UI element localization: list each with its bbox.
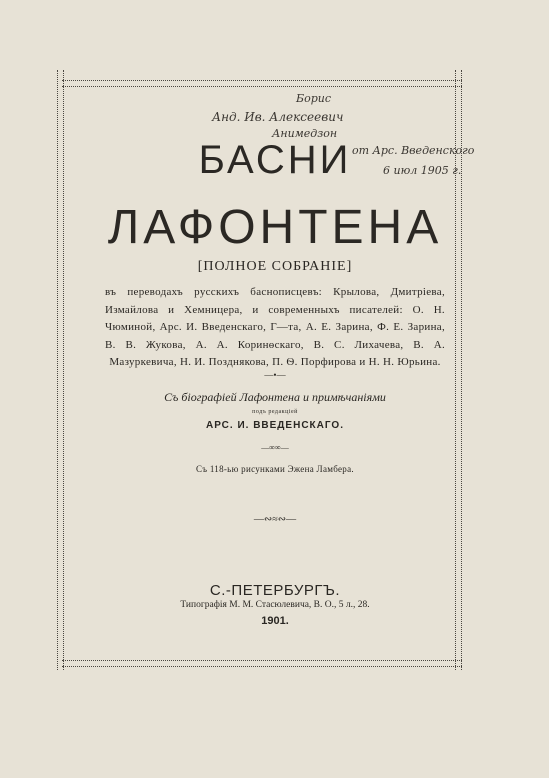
inscription-line-1: Борис: [296, 92, 331, 105]
inscription-line-4: от Арс. Введенского: [352, 144, 475, 157]
ornament-flourish: —∾≈∾—: [253, 514, 297, 525]
ornament-divider-2: —∞∞—: [261, 443, 289, 452]
imprint-year: 1901.: [261, 615, 289, 627]
inscription-line-2: Анд. Ив. Алексеевич: [212, 110, 344, 124]
title-lafontaine: ЛАФОНТЕНА: [107, 201, 443, 254]
imprint-city: С.-ПЕТЕРБУРГЪ.: [209, 582, 341, 599]
editor-prefix: подъ редакціей: [252, 409, 298, 415]
inscription-line-3: Анимедзон: [272, 127, 338, 140]
inscription-date: 6 июл 1905 г.: [383, 164, 462, 177]
imprint-press: Типографія М. М. Стасюлевича, В. О., 5 л., 28.: [180, 600, 370, 610]
frame-top-border: [62, 80, 462, 87]
frame-left-border: [57, 70, 64, 670]
editor-name: АРС. И. ВВЕДЕНСКАГО.: [206, 420, 344, 431]
translators-paragraph: въ переводахъ русскихъ баснописцевъ: Крылова, Дмитріева, Измайлова и Хемницера, и современныхъ писателей: О. Н. Чюминой, Арс. И. Введенскаго, Г—та, А. Е. Зарина, Ф. Е. Зарина, В. В. Жукова, А. А. Коринѳскаго, В. С. Лихачева, В. А. Мазуркевича, Н. И. Позднякова, П. Ѳ. Порфирова и Н. Н. Юрьина.: [105, 286, 445, 368]
biography-line: Съ біографіей Лафонтена и примѣчаніями: [164, 390, 386, 404]
title-fables: БАСНИ: [198, 138, 352, 182]
subtitle-complete-collection: [ПОЛНОЕ СОБРАНІЕ]: [197, 259, 353, 274]
frame-bottom-border: [62, 660, 462, 667]
illustrations-line: Съ 118-ью рисунками Эжена Ламбера.: [196, 464, 354, 474]
ornament-divider-1: —•—: [264, 370, 286, 380]
